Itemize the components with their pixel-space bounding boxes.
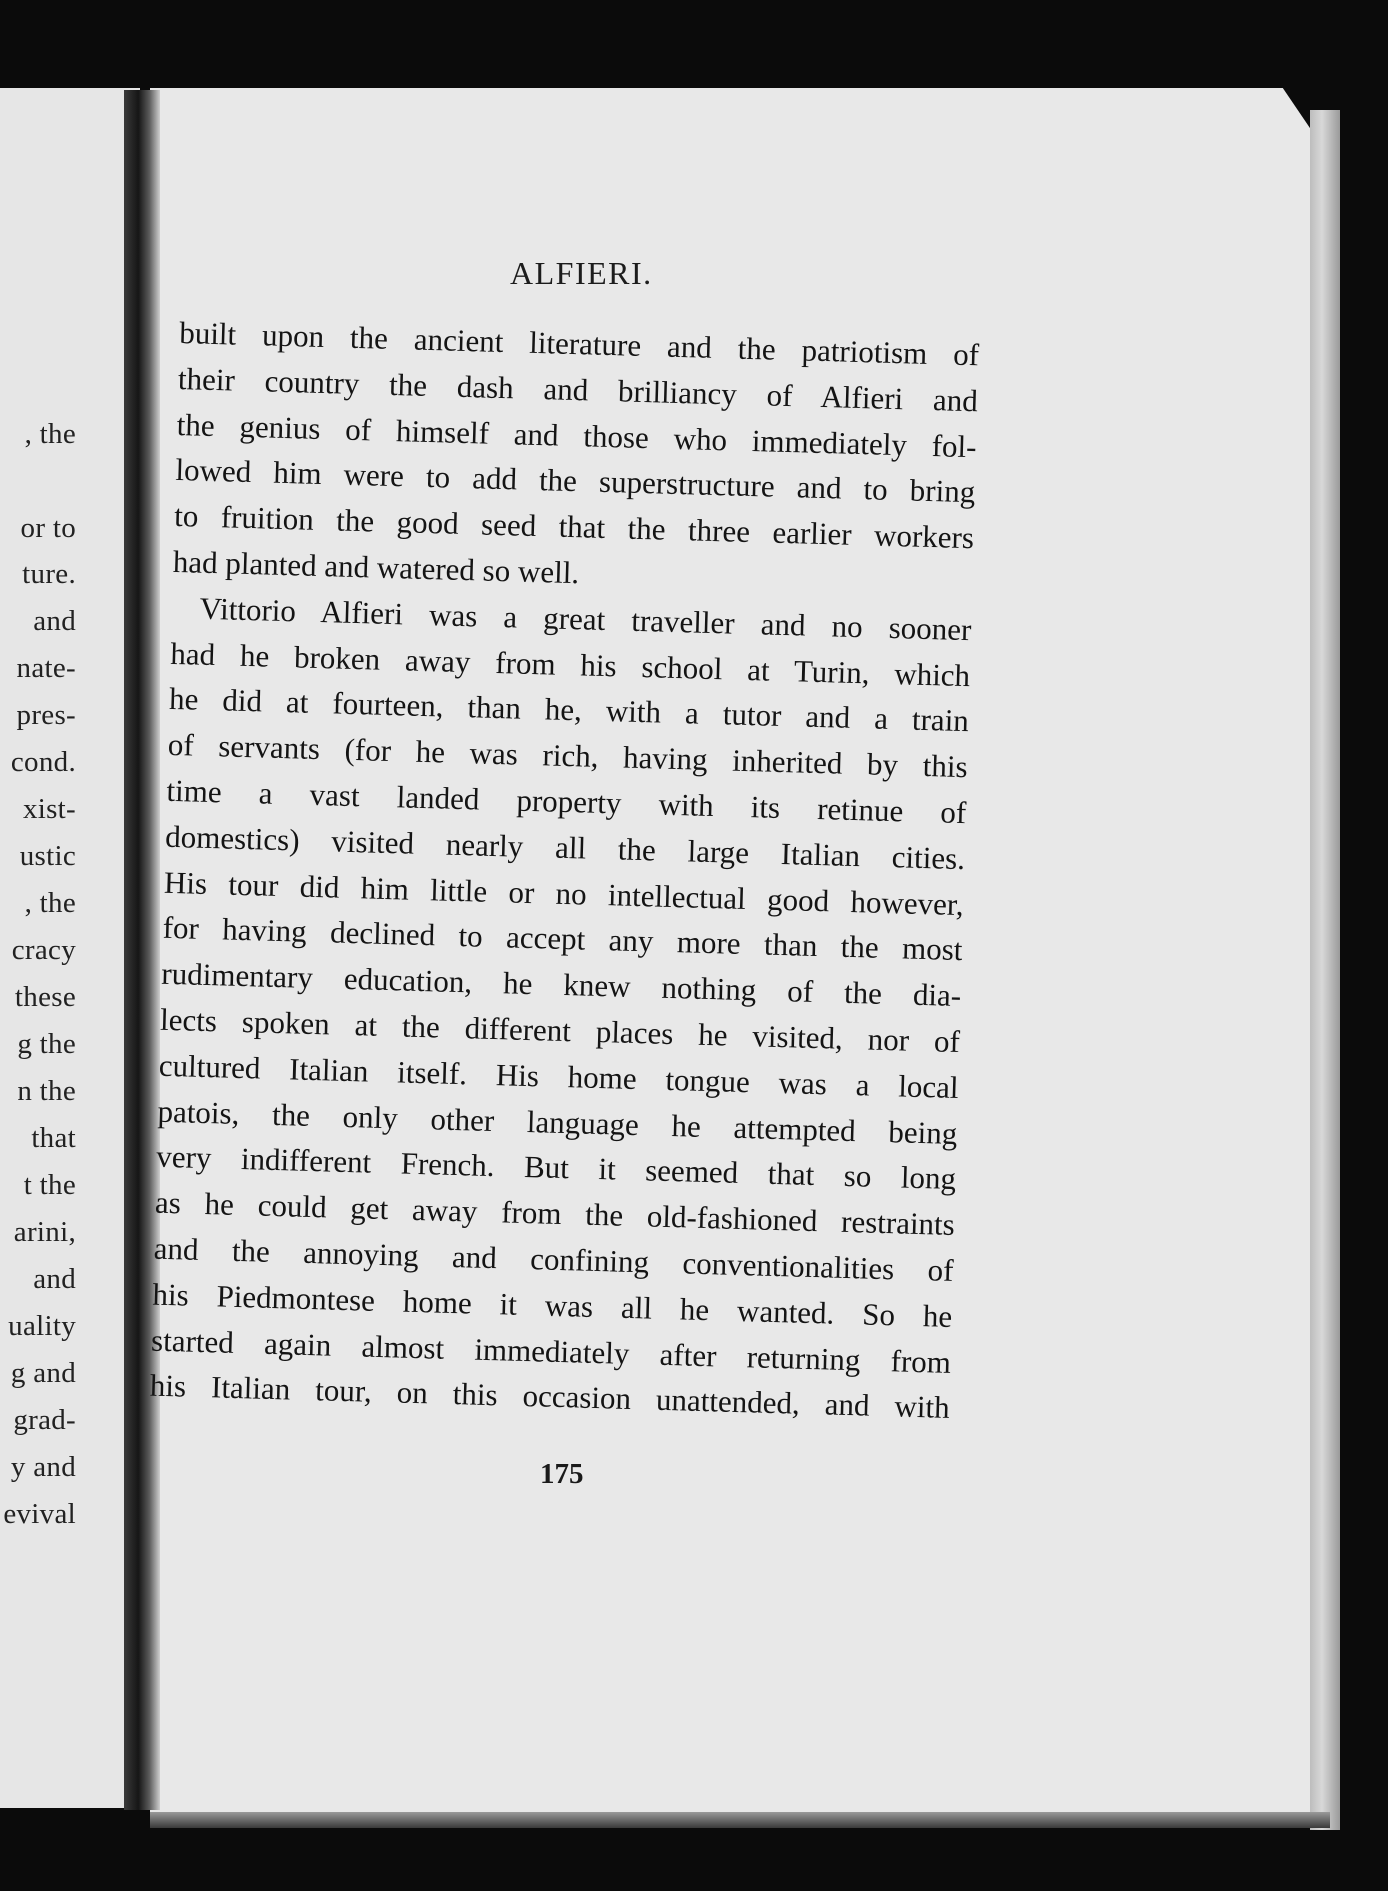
text-line: his Piedmontese home it was all he wanted. So he	[152, 1276, 953, 1334]
previous-page-line: , the	[24, 887, 76, 919]
previous-page-fragment	[0, 88, 140, 1808]
previous-page-line: cond.	[10, 746, 76, 778]
previous-page-line: evival	[3, 1498, 76, 1530]
text-line: to fruition the good seed that the three earlier workers	[173, 498, 975, 556]
text-line: he did at fourteen, than he, with a tutor and a train	[168, 681, 970, 739]
text-line: His tour did him little or no intellectual good however,	[163, 864, 965, 922]
previous-page-line: t the	[23, 1169, 76, 1201]
previous-page-line: g and	[10, 1357, 76, 1389]
text-line: Vittorio Alfieri was a great traveller and no sooner	[199, 590, 972, 647]
previous-page-line: , the	[24, 418, 76, 450]
text-line: very indifferent French. But it seemed that so long	[155, 1139, 957, 1197]
previous-page-line: nate-	[16, 652, 76, 684]
page-edge	[1310, 110, 1340, 1830]
text-line: lowed him were to add the superstructure and to bring	[175, 452, 976, 510]
previous-page-line: cracy	[11, 934, 76, 966]
page-number: 175	[540, 1458, 584, 1490]
text-line: had planted and watered so well.	[172, 543, 580, 591]
previous-page-line: uality	[8, 1310, 76, 1342]
previous-page-line: these	[14, 981, 76, 1013]
text-line: of servants (for he was rich, having inherited by this	[167, 727, 969, 785]
text-line: as he could get away from the old-fashioned restraints	[154, 1184, 956, 1243]
page-bottom-edge	[150, 1812, 1330, 1828]
previous-page-line: that	[31, 1122, 76, 1154]
text-line: and the annoying and confining conventionalities of	[153, 1230, 954, 1288]
previous-page-line: or to	[20, 512, 76, 544]
text-line: domestics) visited nearly all the large Italian cities.	[164, 818, 966, 876]
text-line: built upon the ancient literature and the patriotism of	[178, 314, 980, 373]
previous-page-line: arini,	[13, 1216, 76, 1248]
text-line: started again almost immediately after returning from	[150, 1322, 952, 1380]
previous-page-line: pres-	[16, 699, 76, 731]
text-line: had he broken away from his school at Turin, which	[169, 635, 971, 693]
previous-page-line: and	[33, 605, 76, 637]
previous-page-line: n the	[17, 1075, 76, 1107]
previous-page-line: and	[33, 1263, 76, 1295]
previous-page-line: grad-	[13, 1404, 76, 1436]
text-line: patois, the only other language he attempted being	[157, 1093, 958, 1151]
text-line: lects spoken at the different places he visited, nor of	[159, 1001, 961, 1060]
text-line: time a vast landed property with its retinue of	[166, 772, 967, 831]
text-line: their country the dash and brilliancy of Alfieri and	[177, 360, 979, 419]
text-line: for having declined to accept any more than the most	[162, 910, 963, 968]
previous-page-line: ture.	[22, 558, 76, 590]
previous-page-line: g the	[17, 1028, 76, 1060]
previous-page-line: xist-	[22, 793, 76, 825]
previous-page-line: ustic	[19, 840, 76, 872]
text-line: cultured Italian itself. His home tongue was a local	[158, 1047, 960, 1105]
text-line: the genius of himself and those who immediately fol-	[176, 406, 977, 464]
running-head: ALFIERI.	[510, 255, 653, 291]
text-line: his Italian tour, on this occasion unattended, and with	[149, 1367, 951, 1426]
page-body-text	[149, 310, 979, 1431]
book-gutter	[124, 90, 160, 1810]
previous-page-line: y and	[10, 1451, 76, 1483]
text-line: rudimentary education, he knew nothing of the dia-	[160, 955, 962, 1014]
